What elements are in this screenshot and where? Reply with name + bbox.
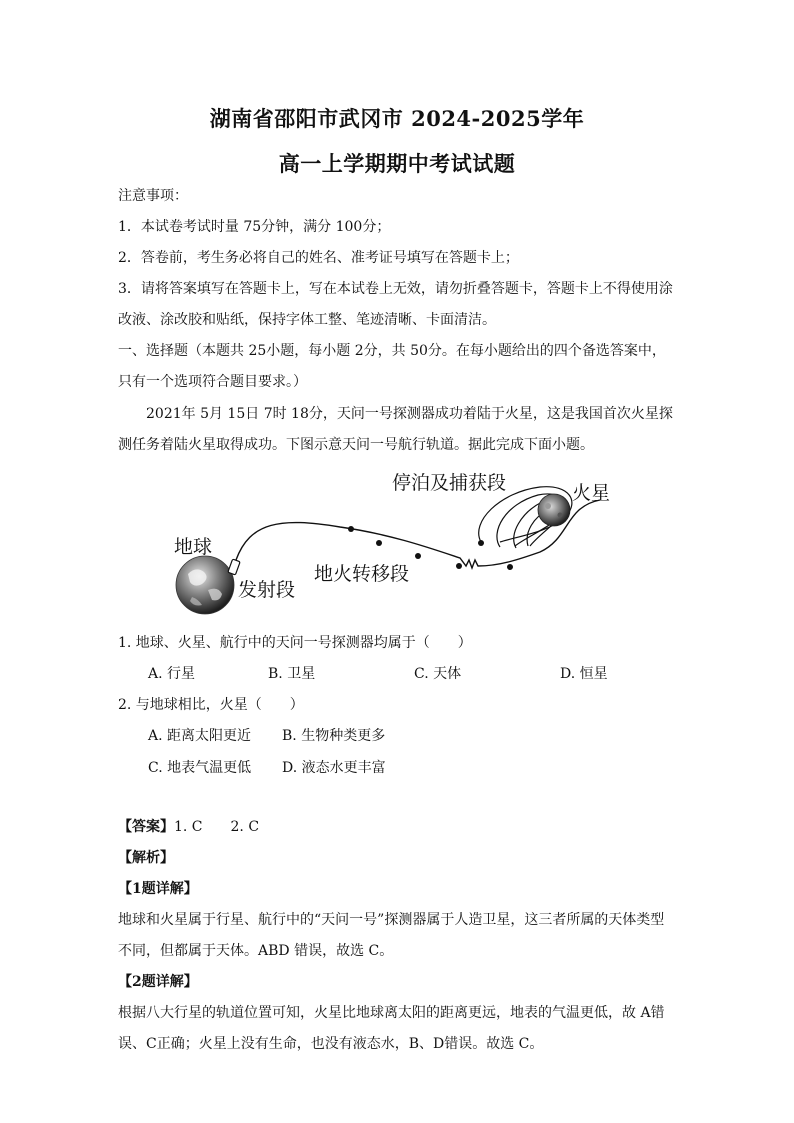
page-title-line2: 高一上学期期中考试试题: [278, 151, 516, 176]
notice-heading: 注意事项：: [118, 188, 188, 204]
notice-item-1: 1．本试卷考试时量 75分钟，满分 100分；: [118, 219, 391, 235]
analysis-q2-line-a: 根据八大行星的轨道位置可知，火星比地球离太阳的距离更远，地表的气温更低，故 A错: [118, 1005, 665, 1021]
analysis-q1-label: 【1题详解】: [118, 881, 198, 897]
question-2-option-a: A. 距离太阳更近: [148, 728, 252, 744]
section-heading-b: 只有一个选项符合题目要求。）: [118, 374, 307, 390]
orbit-diagram: [170, 462, 640, 622]
question-2-stem: 2. 与地球相比，火星（ ）: [118, 697, 304, 713]
answer-label: 【答案】: [118, 819, 174, 835]
answer-text: 1. C 2. C: [174, 819, 260, 835]
question-1-option-c: C. 天体: [414, 666, 462, 682]
label-parking-capture: 停泊及捕获段: [392, 472, 507, 494]
analysis-label: 【解析】: [118, 850, 174, 866]
question-2-option-d: D. 液态水更丰富: [282, 760, 386, 776]
notice-item-3b: 改液、涂改胶和贴纸，保持字体工整、笔迹清晰、卡面清洁。: [118, 312, 496, 328]
question-1-option-d: D. 恒星: [560, 666, 608, 682]
answer-line: [118, 817, 678, 837]
notice-item-3a: 3．请将答案填写在答题卡上，写在本试卷上无效，请勿折叠答题卡，答题卡上不得使用涂: [118, 281, 673, 297]
passage-line-2: 测任务着陆火星取得成功。下图示意天问一号航行轨道。据此完成下面小题。: [118, 437, 594, 453]
passage-line-1: 2021年 5月 15日 7时 18分，天问一号探测器成功着陆于火星，这是我国首次火星探: [146, 406, 673, 422]
question-2-option-b: B. 生物种类更多: [282, 728, 386, 744]
analysis-q1-line-a: 地球和火星属于行星、航行中的“天问一号”探测器属于人造卫星，这三者所属的天体类型: [118, 912, 665, 928]
label-earth: 地球: [174, 536, 213, 558]
question-1-option-a: A. 行星: [148, 666, 196, 682]
question-1-option-b: B. 卫星: [268, 666, 316, 682]
question-1-stem: 1. 地球、火星、航行中的天问一号探测器均属于（ ）: [118, 635, 472, 651]
label-mars: 火星: [572, 482, 611, 504]
analysis-q2-line-b: 误、C正确；火星上没有生命，也没有液态水，B、D错误。故选 C。: [118, 1036, 544, 1052]
mars-icon: [538, 494, 570, 526]
notice-item-2: 2．答卷前，考生务必将自己的姓名、准考证号填写在答题卡上；: [118, 250, 519, 266]
question-2-option-c: C. 地表气温更低: [148, 760, 252, 776]
earth-icon: [176, 556, 234, 614]
analysis-q1-line-b: 不同，但都属于天体。ABD 错误，故选 C。: [118, 943, 394, 959]
analysis-q2-label: 【2题详解】: [118, 974, 198, 990]
page-title-line1: 湖南省邵阳市武冈市 2024-2025学年: [209, 106, 585, 131]
probe-icon: [228, 559, 240, 575]
section-heading-a: 一、选择题（本题共 25小题，每小题 2分，共 50分。在每小题给出的四个备选答案中，: [118, 343, 666, 359]
label-transfer-phase: 地火转移段: [314, 563, 410, 585]
label-launch-phase: 发射段: [238, 579, 296, 601]
